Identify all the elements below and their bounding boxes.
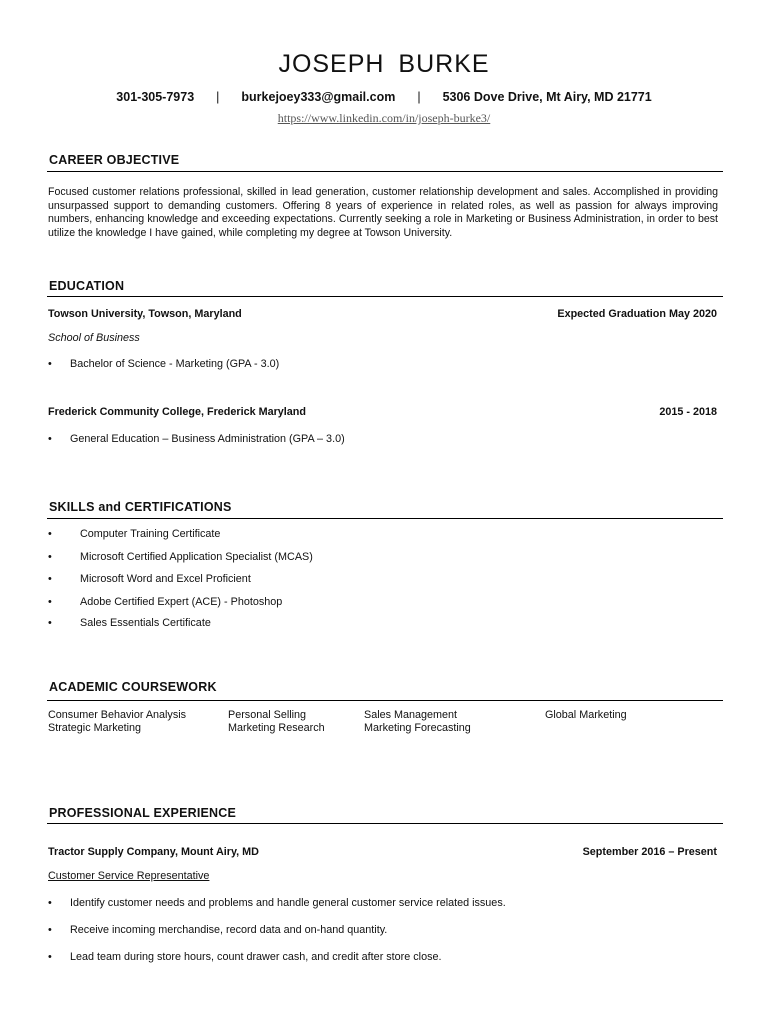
contact-line xyxy=(0,90,768,104)
section-divider xyxy=(47,296,723,297)
list-item xyxy=(48,358,279,370)
school-date: 2015 - 2018 xyxy=(659,406,717,418)
section-divider xyxy=(47,823,723,824)
list-item xyxy=(48,617,211,629)
course-item: Strategic Marketing xyxy=(48,722,142,734)
course-item: Personal Selling xyxy=(228,709,307,721)
list-item-text: Adobe Certified Expert (ACE) - Photoshop xyxy=(80,596,283,608)
bullet-icon: • xyxy=(48,897,52,909)
school-name: Frederick Community College, Frederick Maryland xyxy=(48,406,307,418)
career-objective-text: Focused customer relations professional, skilled in lead generation, customer relationship development and sales. Accomplished in providing unsurpassed support to demanding customers. Offering 8 years of experience in related roles, as well as passion for always improving numbers, enhancing knowledge and exceeding expectations. Currently seeking a role in Marketing or Business Administration, in order to best utilize the knowledge I have gained, while completing my degree at Towson University. xyxy=(48,186,718,240)
section-divider xyxy=(47,171,723,172)
school-name: Towson University, Towson, Maryland xyxy=(48,308,242,320)
section-title-experience: PROFESSIONAL EXPERIENCE xyxy=(49,806,237,820)
list-item xyxy=(48,924,387,936)
list-item xyxy=(48,551,313,563)
company-name: Tractor Supply Company, Mount Airy, MD xyxy=(48,846,259,858)
course-item: Global Marketing xyxy=(545,709,627,721)
course-item: Consumer Behavior Analysis xyxy=(48,709,187,721)
bullet-icon: • xyxy=(48,433,52,445)
section-divider xyxy=(47,700,723,701)
contact-separator: | xyxy=(216,90,220,104)
school-date: Expected Graduation May 2020 xyxy=(557,308,717,320)
linkedin-link[interactable]: https://www.linkedin.com/in/joseph-burke3/ xyxy=(277,111,491,125)
list-item-text: Microsoft Certified Application Specialist (MCAS) xyxy=(80,551,313,563)
phone-number: 301-305-7973 xyxy=(116,90,195,104)
list-item-text: Microsoft Word and Excel Proficient xyxy=(80,573,251,585)
list-item-text: Sales Essentials Certificate xyxy=(80,617,211,629)
job-role: Customer Service Representative xyxy=(48,870,210,882)
list-item-text: Receive incoming merchandise, record data and on-hand quantity. xyxy=(70,924,388,936)
course-item: Sales Management xyxy=(364,709,458,721)
list-item xyxy=(48,596,282,608)
list-item-text: Identify customer needs and problems and handle general customer service related issues. xyxy=(70,897,506,909)
job-date: September 2016 – Present xyxy=(582,846,717,858)
course-item: Marketing Research xyxy=(228,722,325,734)
list-item xyxy=(48,951,442,963)
section-title-career-objective: CAREER OBJECTIVE xyxy=(49,153,180,167)
section-title-skills: SKILLS and CERTIFICATIONS xyxy=(49,500,232,514)
list-item-text: Bachelor of Science - Marketing (GPA - 3.0) xyxy=(70,358,280,370)
section-divider xyxy=(47,518,723,519)
course-item: Marketing Forecasting xyxy=(364,722,471,734)
bullet-icon: • xyxy=(48,617,52,629)
email-address[interactable]: burkejoey333@gmail.com xyxy=(241,90,396,104)
bullet-icon: • xyxy=(48,528,52,540)
section-title-coursework: ACADEMIC COURSEWORK xyxy=(49,680,217,694)
list-item xyxy=(48,433,345,445)
resume-name: JOSEPH BURKE xyxy=(278,50,490,78)
list-item xyxy=(48,528,220,540)
bullet-icon: • xyxy=(48,596,52,608)
home-address: 5306 Dove Drive, Mt Airy, MD 21771 xyxy=(442,90,652,104)
list-item-text: Lead team during store hours, count drawer cash, and credit after store close. xyxy=(70,951,442,963)
list-item xyxy=(48,897,506,909)
contact-separator: | xyxy=(417,90,421,104)
school-subtitle: School of Business xyxy=(48,332,140,344)
list-item xyxy=(48,573,251,585)
bullet-icon: • xyxy=(48,551,52,563)
section-title-education: EDUCATION xyxy=(49,279,125,293)
bullet-icon: • xyxy=(48,951,52,963)
list-item-text: Computer Training Certificate xyxy=(80,528,221,540)
list-item-text: General Education – Business Administration (GPA – 3.0) xyxy=(70,433,345,445)
bullet-icon: • xyxy=(48,573,52,585)
bullet-icon: • xyxy=(48,358,52,370)
bullet-icon: • xyxy=(48,924,52,936)
